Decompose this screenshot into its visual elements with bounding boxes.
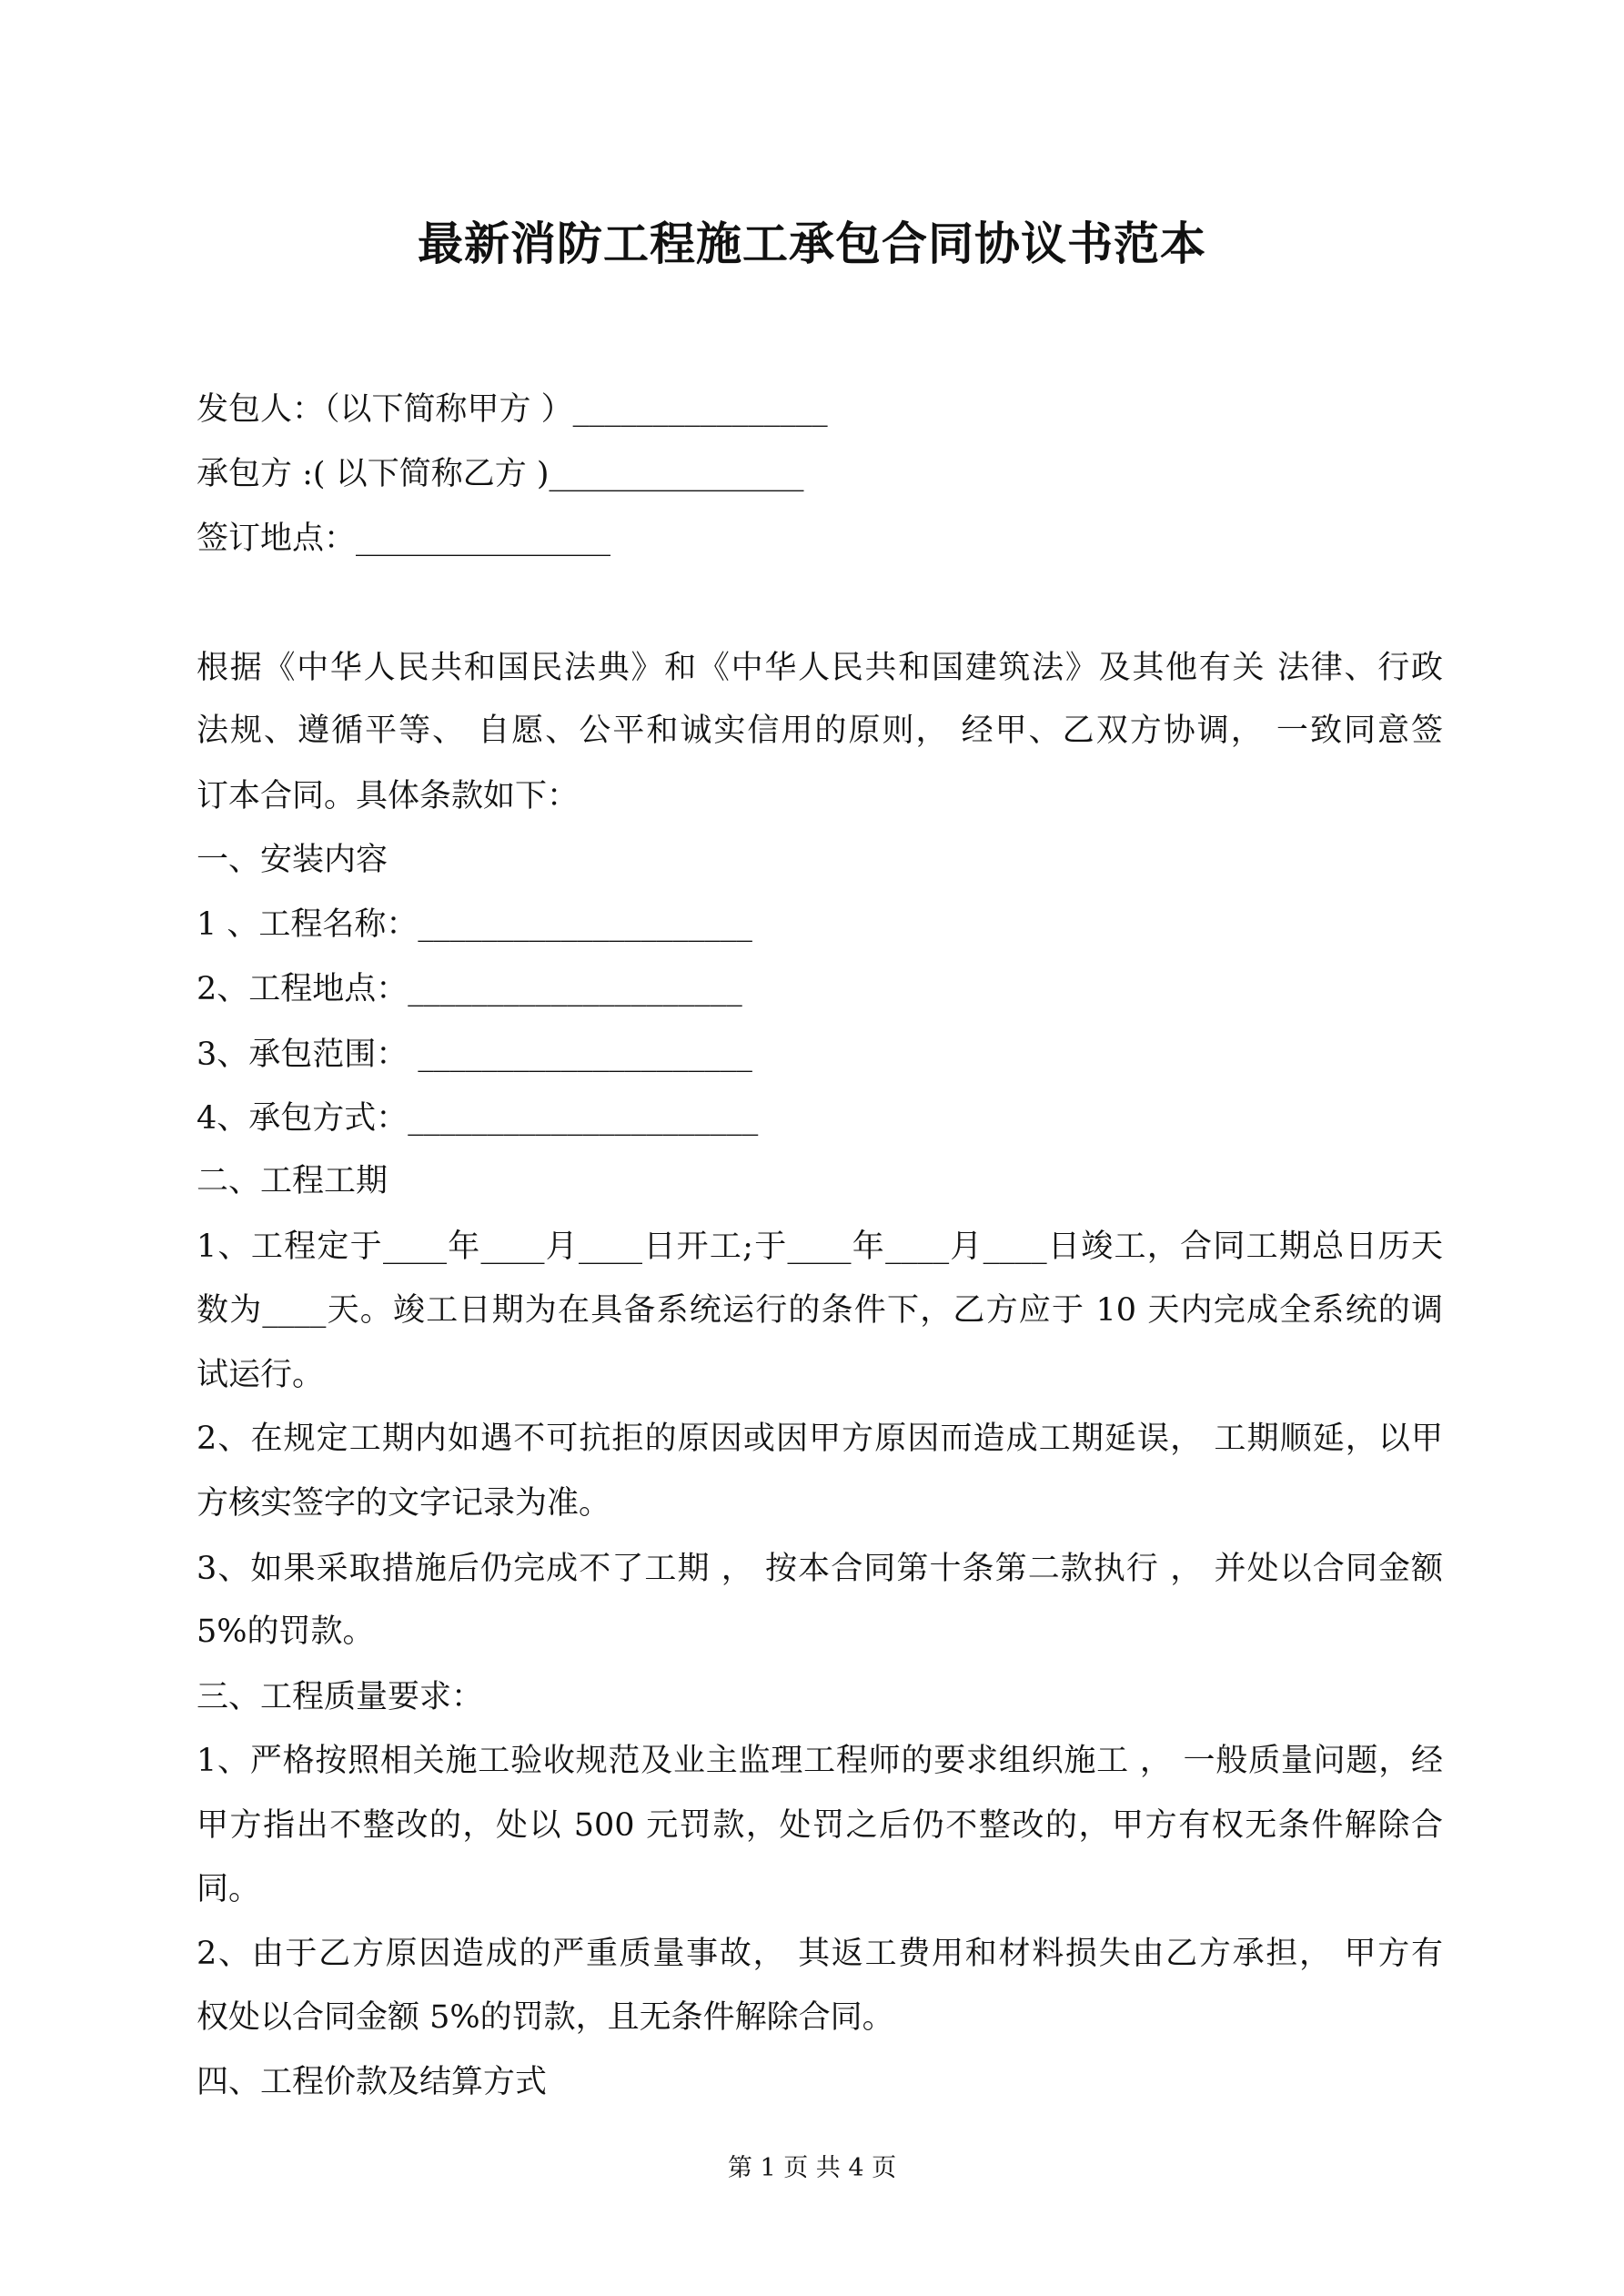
clause-line: 2、在规定工期内如遇不可抗拒的原因或因甲方原因而造成工期延误， 工期顺延，以甲 bbox=[197, 1421, 1443, 1457]
item-contract-scope: 3、承包范围： _____________________ bbox=[197, 1037, 752, 1073]
preamble-line: 法规、遵循平等、 自愿、公平和诚实信用的原则， 经甲、乙双方协调， 一致同意签 bbox=[197, 713, 1443, 749]
signing-place: 签订地点：________________ bbox=[197, 521, 611, 557]
preamble-line: 订本合同。具体条款如下： bbox=[197, 778, 580, 814]
section-heading-2: 二、工程工期 bbox=[197, 1163, 388, 1199]
clause-line: 1、严格按照相关施工验收规范及业主监理工程师的要求组织施工 ， 一般质量问题，经 bbox=[197, 1743, 1443, 1779]
section-heading-1: 一、安装内容 bbox=[197, 842, 388, 878]
party-contractor: 承包方 :( 以下简称乙方 )________________ bbox=[197, 456, 804, 492]
clause-line: 3、如果采取措施后仍完成不了工期 ， 按本合同第十条第二款执行 ， 并处以合同金额 bbox=[197, 1551, 1443, 1587]
page-footer: 第 1 页 共 4 页 bbox=[727, 2154, 897, 2182]
clause-line: 权处以合同金额 5%的罚款，且无条件解除合同。 bbox=[197, 1999, 894, 2036]
item-project-location: 2、工程地点：_____________________ bbox=[197, 971, 742, 1007]
document-title: 最新消防工程施工承包合同协议书范本 bbox=[418, 217, 1206, 270]
clause-line: 试运行。 bbox=[197, 1357, 325, 1393]
party-employer: 发包人：（以下简称甲方 ）________________ bbox=[197, 391, 828, 428]
clause-line: 5%的罚款。 bbox=[197, 1613, 375, 1650]
preamble-line: 根据《中华人民共和国民法典》和《中华人民共和国建筑法》及其他有关 法律、行政 bbox=[197, 650, 1443, 686]
clause-line: 方核实签字的文字记录为准。 bbox=[197, 1485, 611, 1522]
clause-line: 数为____天。竣工日期为在具备系统运行的条件下，乙方应于 10 天内完成全系统的调 bbox=[197, 1292, 1443, 1329]
item-contract-method: 4、承包方式：______________________ bbox=[197, 1100, 759, 1137]
clause-line: 2、由于乙方原因造成的严重质量事故， 其返工费用和材料损失由乙方承担， 甲方有 bbox=[197, 1936, 1443, 1972]
section-heading-4: 四、工程价款及结算方式 bbox=[197, 2064, 548, 2100]
item-project-name: 1 、工程名称：_____________________ bbox=[197, 906, 752, 943]
section-heading-3: 三、工程质量要求： bbox=[197, 1679, 484, 1715]
clause-line: 同。 bbox=[197, 1871, 261, 1907]
clause-line: 1、工程定于____年____月____日开工;于____年____月____日竣工，合同工期总日历天 bbox=[197, 1229, 1443, 1265]
clause-line: 甲方指出不整改的，处以 500 元罚款，处罚之后仍不整改的，甲方有权无条件解除合 bbox=[197, 1807, 1443, 1844]
